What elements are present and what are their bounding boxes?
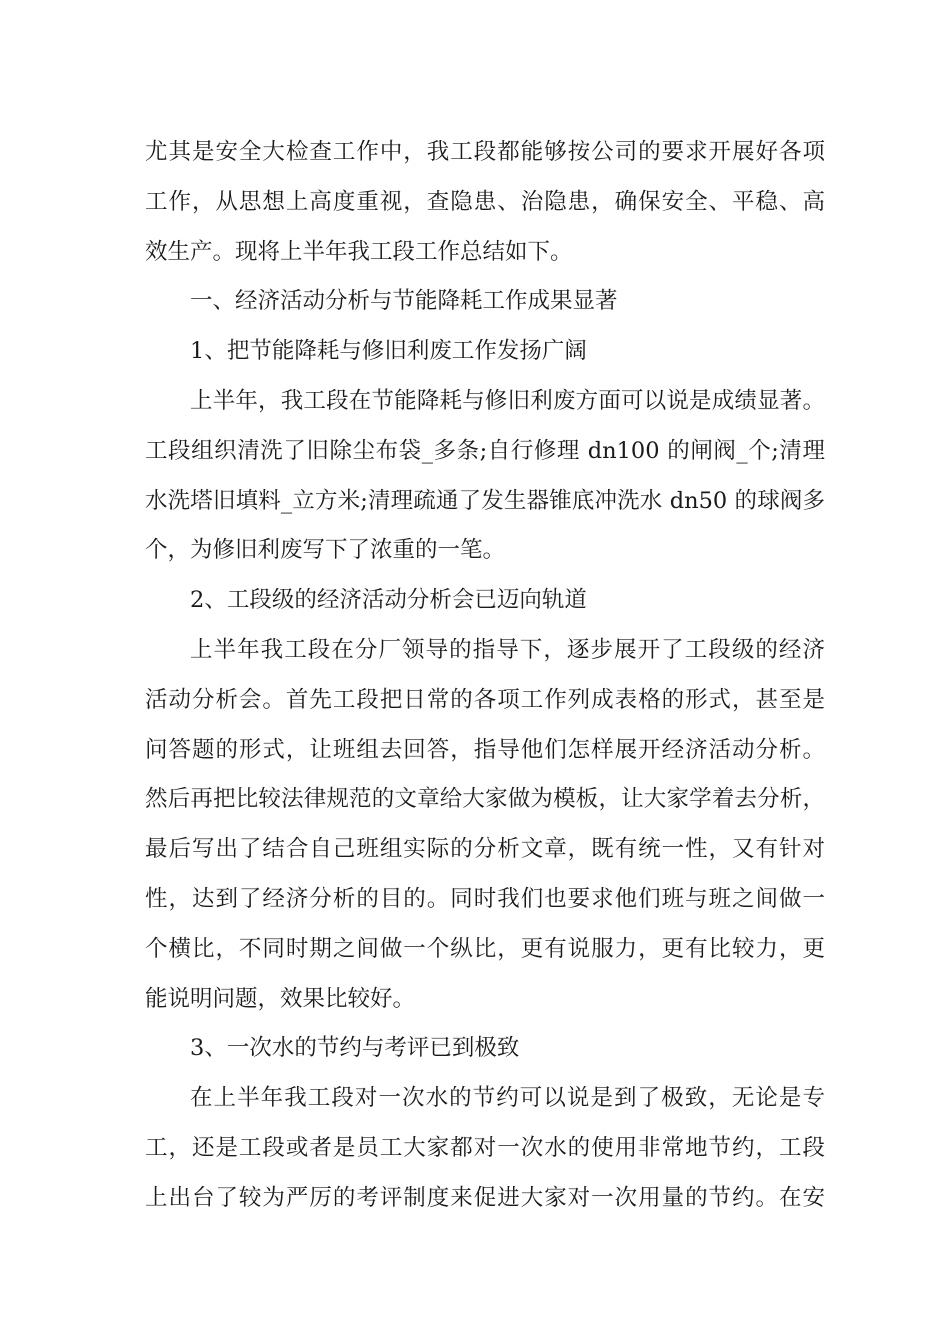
section-heading: 3、一次水的节约与考评已到极致 [190,1035,520,1062]
paragraph-line: 个横比，不同时期之间做一个纵比，更有说服力，更有比较力，更 [145,935,825,962]
paragraph-line: 活动分析会。首先工段把日常的各项工作列成表格的形式，甚至是 [145,686,825,713]
paragraph-line: 上出台了较为严厉的考评制度来促进大家对一次用量的节约。在安 [145,1184,825,1211]
paragraph-line: 工，还是工段或者是员工大家都对一次水的使用非常地节约，工段 [145,1134,825,1161]
paragraph-line: 问答题的形式，让班组去回答，指导他们怎样展开经济活动分析。 [145,736,825,763]
paragraph-line: 效生产。现将上半年我工段工作总结如下。 [145,238,573,265]
paragraph-line: 能说明问题，效果比较好。 [145,985,416,1012]
paragraph-line: 工作，从思想上高度重视，查隐患、治隐患，确保安全、平稳、高 [145,188,825,215]
paragraph-line: 尤其是安全大检查工作中，我工段都能够按公司的要求开展好各项 [145,139,825,165]
paragraph-line: 个，为修旧利废写下了浓重的一笔。 [145,537,506,564]
paragraph-first-line: 上半年我工段在分厂领导的指导下，逐步展开了工段级的经济 [190,636,825,663]
paragraph-line: 最后写出了结合自己班组实际的分析文章，既有统一性，又有针对 [145,836,825,863]
paragraph-line: 工段组织清洗了旧除尘布袋_多条;自行修理 dn100 的闸阀_个;清理 [145,437,825,464]
document-body [145,128,825,1224]
paragraph-line: 性，达到了经济分析的目的。同时我们也要求他们班与班之间做一 [145,885,825,912]
paragraph-line: 水洗塔旧填料_立方米;清理疏通了发生器锥底冲洗水 dn50 的球阀多 [145,487,825,514]
paragraph-first-line: 上半年，我工段在节能降耗与修旧利废方面可以说是成绩显著。 [190,387,825,414]
section-heading: 2、工段级的经济活动分析会已迈向轨道 [190,587,587,614]
section-heading: 1、把节能降耗与修旧利废工作发扬广阔 [190,338,587,365]
section-heading: 一、经济活动分析与节能降耗工作成果显著 [190,288,618,315]
paragraph-line: 然后再把比较法律规范的文章给大家做为模板，让大家学着去分析， [145,786,825,813]
paragraph-first-line: 在上半年我工段对一次水的节约可以说是到了极致，无论是专 [190,1085,825,1112]
